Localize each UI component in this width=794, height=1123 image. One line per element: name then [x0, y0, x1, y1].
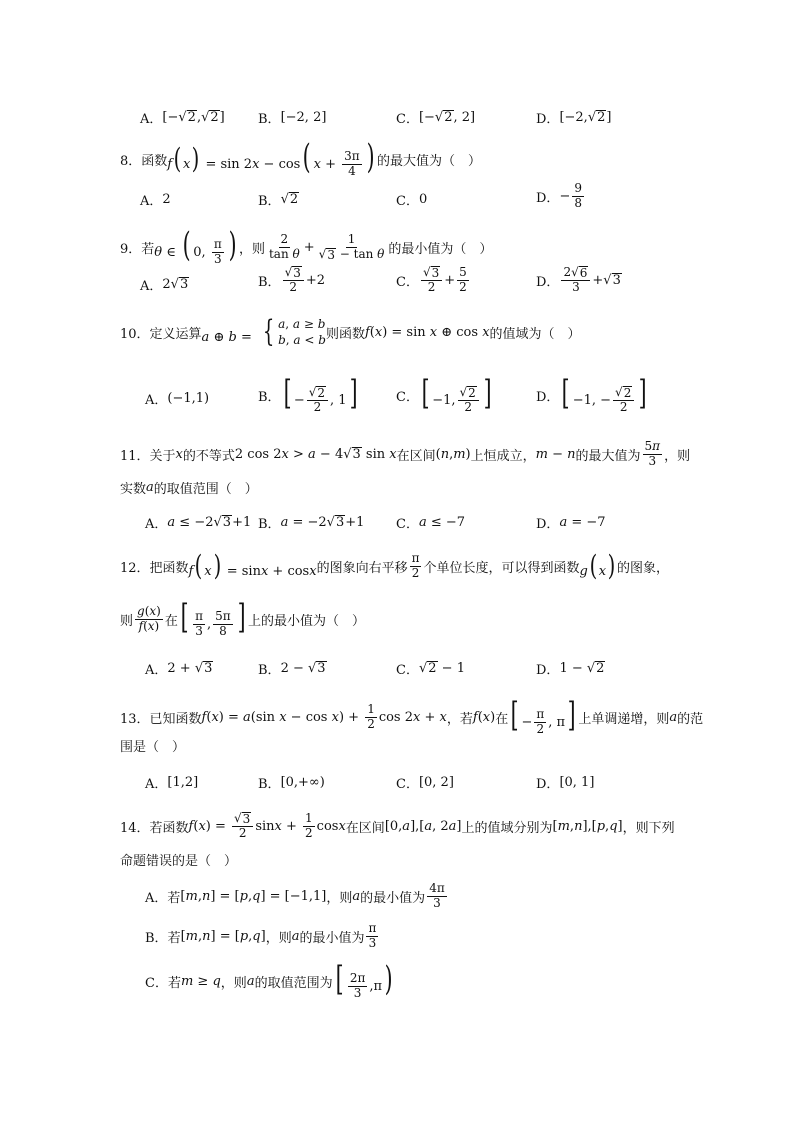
- q13-option-b: B． [0,+∞): [258, 775, 325, 792]
- q9-option-b: B． √ 3 2 +2: [258, 265, 326, 295]
- q7-option-d: D． [−2, √ 2 ]: [536, 109, 612, 127]
- q12-option-d: D． 1 − √ 2: [536, 660, 605, 678]
- q14-option-c: C． 若 m ≥ q ，则 a 的取值范围为 [ $\frac{2\pi}{3}$ ,π): [145, 959, 393, 1000]
- q10-option-c: C． [ −1, √ 2 2 ]: [396, 373, 492, 415]
- q13-option-d: D． [0, 1]: [536, 775, 595, 792]
- q13-stem: 13．已知函数 f(x) = a(sin x − cos x) + $\frac{1}{2}$ cos 2x + x ，若 f(x) 在 [ − $\frac{\pi}{2}$ , π] 上单调递增，则 a 的范: [120, 695, 704, 736]
- q9-stem: 9．若 θ ∈ ( 0, $\frac{\pi}{3}$ ) ，则 $\frac{2}{\text{tan θ}}$ + 1 √ 3 − tan θ 的最小值为（ ）: [120, 225, 493, 266]
- q14-option-a: A． 若 [m,n] = [p,q] = [−1,1] ，则 a 的最小值为 $\frac{4\pi}{3}$: [145, 881, 445, 910]
- q7-option-c: C． [− √ 2 , 2]: [396, 109, 476, 127]
- q8-stem: 8．函数 f( x) = sin 2x − cos( x + $\frac{3\pi}{4}$ ) 的最大值为（ ）: [120, 137, 481, 178]
- q14-stem: 14．若函数 f(x) = √ 3 2 sinx + $\frac{1}{2}$ cosx 在区间 [0,a],[a, 2a] 上的值域分别为 [m,n],[p,q] ，则下列: [120, 811, 675, 841]
- q14-option-b: B． 若 [m,n] = [p,q] ，则 a 的最小值为 $\frac{\pi}{3}$: [145, 921, 377, 950]
- q10-stem: 10．定义运算 a ⊕ b = { a, a ≥ b b, a < b 则函数 f(x) = sin x ⊕ cos x 的值域为（ ）: [120, 314, 581, 350]
- q10-option-b: B． [ − √ 2 2 , 1]: [258, 373, 358, 415]
- q12-option-c: C． √ 2 − 1: [396, 660, 465, 678]
- q7-option-a-math: [− √ 2 , √ 2 ]: [162, 109, 225, 125]
- q8-option-c: C． 0: [396, 192, 428, 209]
- q13-option-c: C． [0, 2]: [396, 775, 454, 792]
- q11-option-b: B． a = −2 √ 3 +1: [258, 514, 365, 532]
- q13-option-a: A． [1,2]: [145, 775, 199, 792]
- q8-option-b: B． √ 2: [258, 191, 299, 209]
- q11-option-c: C． a ≤ −7: [396, 515, 466, 532]
- q12-option-a: A． 2 + √ 3: [145, 660, 213, 678]
- q11-option-a: A． a ≤ −2 √ 3 +1: [145, 514, 252, 532]
- q7-option-b: B． [−2, 2]: [258, 110, 327, 127]
- q10-option-a: A． (−1,1): [145, 391, 210, 408]
- q7-option-a: A． [− √ 2 , √ 2 ]: [140, 109, 225, 127]
- q14-stem-line2: 命题错误的是（ ）: [120, 854, 238, 869]
- q9-option-a: A． 2 √ 3: [140, 276, 189, 294]
- q11-option-d: D． a = −7: [536, 515, 606, 532]
- q12-stem-line2: 则 $\frac{g(x)}{f(x)}$ 在 [ $\frac{\pi}{3}$ , $\frac{5\pi}{8}$ ] 上的最小值为（ ）: [120, 597, 365, 638]
- q9-option-d: D． 2 √ 6 3 + √ 3: [536, 265, 621, 295]
- q9-option-c: C． √ 3 2 + $\frac{5}{2}$: [396, 265, 467, 295]
- q12-option-b: B． 2 − √ 3: [258, 660, 326, 678]
- q10-option-d: D． [ −1, − √ 2 2 ]: [536, 373, 647, 415]
- q11-stem-line2: 实数 a 的取值范围（ ）: [120, 480, 258, 497]
- q8-option-a: A． 2: [140, 192, 171, 209]
- q12-stem: 12．把函数 f( x) = sinx + cosx 的图象向右平移 $\frac{\pi}{2}$ 个单位长度，可以得到函数 g( x) 的图象，: [120, 549, 670, 583]
- q11-stem: 11．关于 x 的不等式 2 cos 2x > a − 4 √ 3 sin x 在区间 (n,m) 上恒成立， m − n 的最大值为 $\frac{5\pi}{3}$ ，则: [120, 439, 691, 468]
- q8-option-d: D． − $\frac{9}{8}$: [536, 181, 582, 210]
- q13-stem-line2: 围是（ ）: [120, 740, 186, 755]
